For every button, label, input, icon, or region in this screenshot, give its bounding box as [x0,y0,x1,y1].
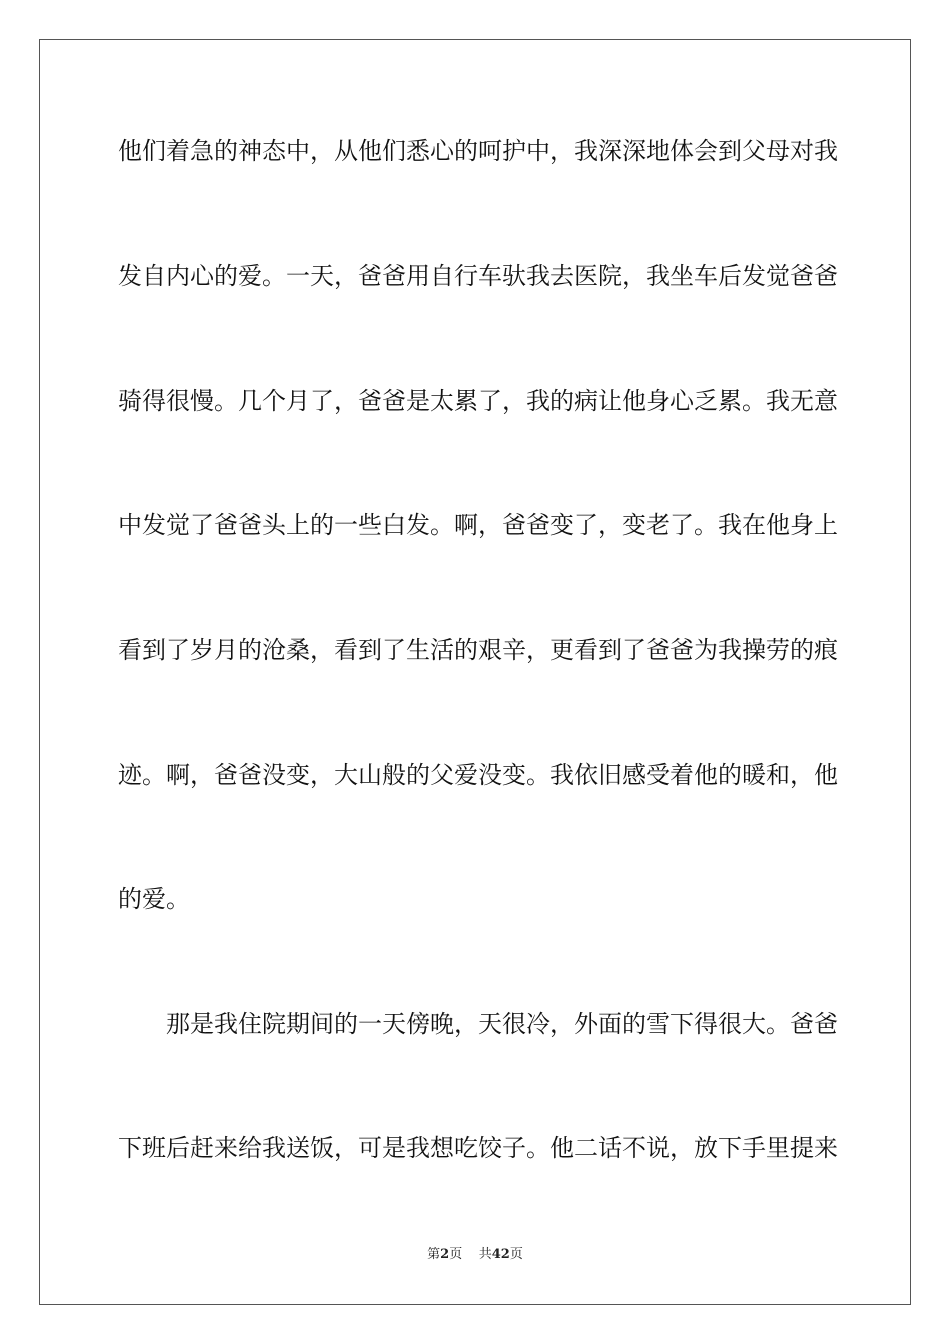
body-line-9: 下班后赶来给我送饭，可是我想吃饺子。他二话不说，放下手里提来 [118,1134,838,1162]
footer-total-prefix: 共 [478,1247,492,1262]
footer-current-page: 2 [440,1247,450,1262]
page-border [39,39,911,1305]
body-line-8: 那是我住院期间的一天傍晚，天很冷，外面的雪下得很大。爸爸 [118,1010,838,1038]
page-footer [0,1247,950,1263]
body-line-2: 发自内心的爱。一天，爸爸用自行车驮我去医院，我坐车后发觉爸爸 [118,262,838,290]
body-line-7: 的爱。 [118,885,190,913]
body-line-4: 中发觉了爸爸头上的一些白发。啊，爸爸变了，变老了。我在他身上 [118,511,838,539]
footer-page-suffix: 页 [449,1247,463,1262]
footer-page-prefix: 第 [427,1247,441,1262]
footer-total-pages: 42 [491,1247,510,1262]
body-line-6: 迹。啊，爸爸没变，大山般的父爱没变。我依旧感受着他的暖和，他 [118,761,838,789]
body-line-3: 骑得很慢。几个月了，爸爸是太累了，我的病让他身心乏累。我无意 [118,387,838,415]
body-line-5: 看到了岁月的沧桑，看到了生活的艰辛，更看到了爸爸为我操劳的痕 [118,636,838,664]
footer-total-suffix: 页 [509,1247,523,1262]
body-line-1: 他们着急的神态中，从他们悉心的呵护中，我深深地体会到父母对我 [118,137,838,165]
